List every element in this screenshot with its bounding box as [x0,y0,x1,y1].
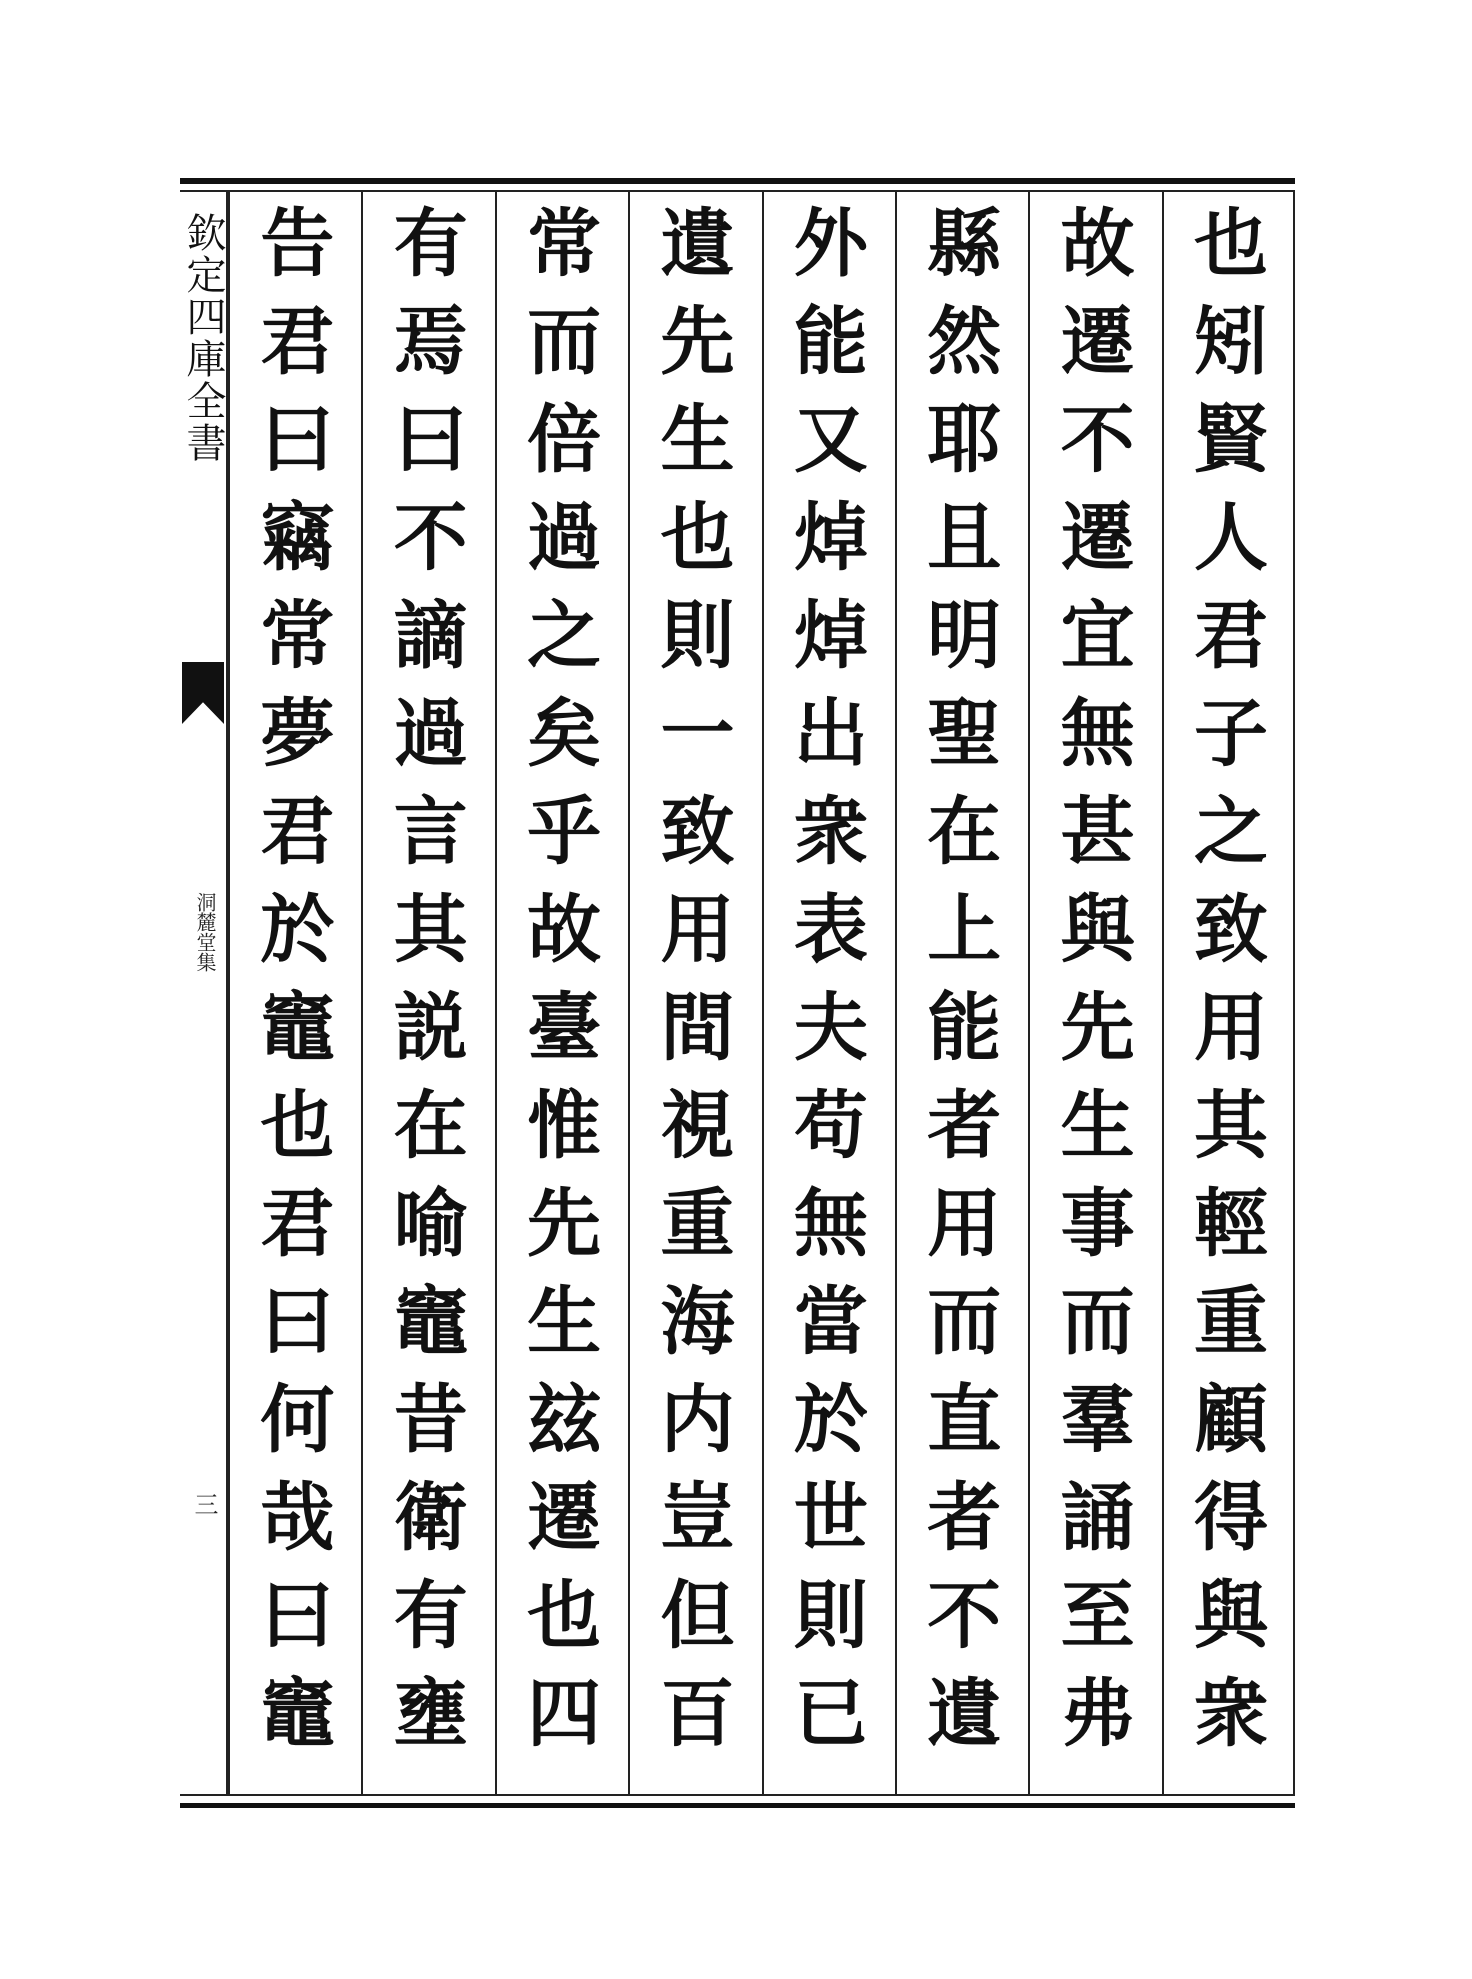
margin-strip [180,192,228,1794]
text-column-2 [1028,192,1161,1794]
column-text: 縣然耶且明聖在上能者用而直者不遺 [915,204,1002,1772]
collection-title: 欽定四庫全書 [180,212,226,464]
column-text: 常而倍過之矣乎故臺惟先生玆遷也四 [515,204,602,1772]
page-number: 三 [190,1492,218,1516]
book-title: 洞麓堂集 [193,892,217,972]
column-text: 外能又焯焯出衆表夫苟無當於世則已 [781,204,868,1772]
page-frame [180,178,1295,1808]
text-column-3 [895,192,1028,1794]
text-column-1 [1162,192,1295,1794]
column-text: 故遷不遷宜無甚與先生事而羣誦至弗 [1048,204,1135,1772]
text-area [228,192,1295,1794]
right-border [1293,192,1295,1794]
text-column-5 [628,192,761,1794]
fish-tail-mark [182,662,224,724]
text-column-8 [228,192,361,1794]
text-column-6 [495,192,628,1794]
text-column-7 [361,192,494,1794]
column-text: 也矧賢人君子之致用其輕重顧得與衆 [1182,204,1268,1772]
bottom-border-thick [180,1803,1295,1808]
column-text: 有焉曰不謫過言其説在喻竈昔衛有壅 [381,204,468,1772]
text-column-4 [762,192,895,1794]
top-border-thick [180,178,1295,184]
column-text: 遺先生也則一致用間視重海内豈但百 [648,204,735,1772]
bottom-border-thin [180,1794,1295,1796]
column-text: 告君曰竊常夢君於竈也君曰何哉曰竈 [248,204,335,1772]
